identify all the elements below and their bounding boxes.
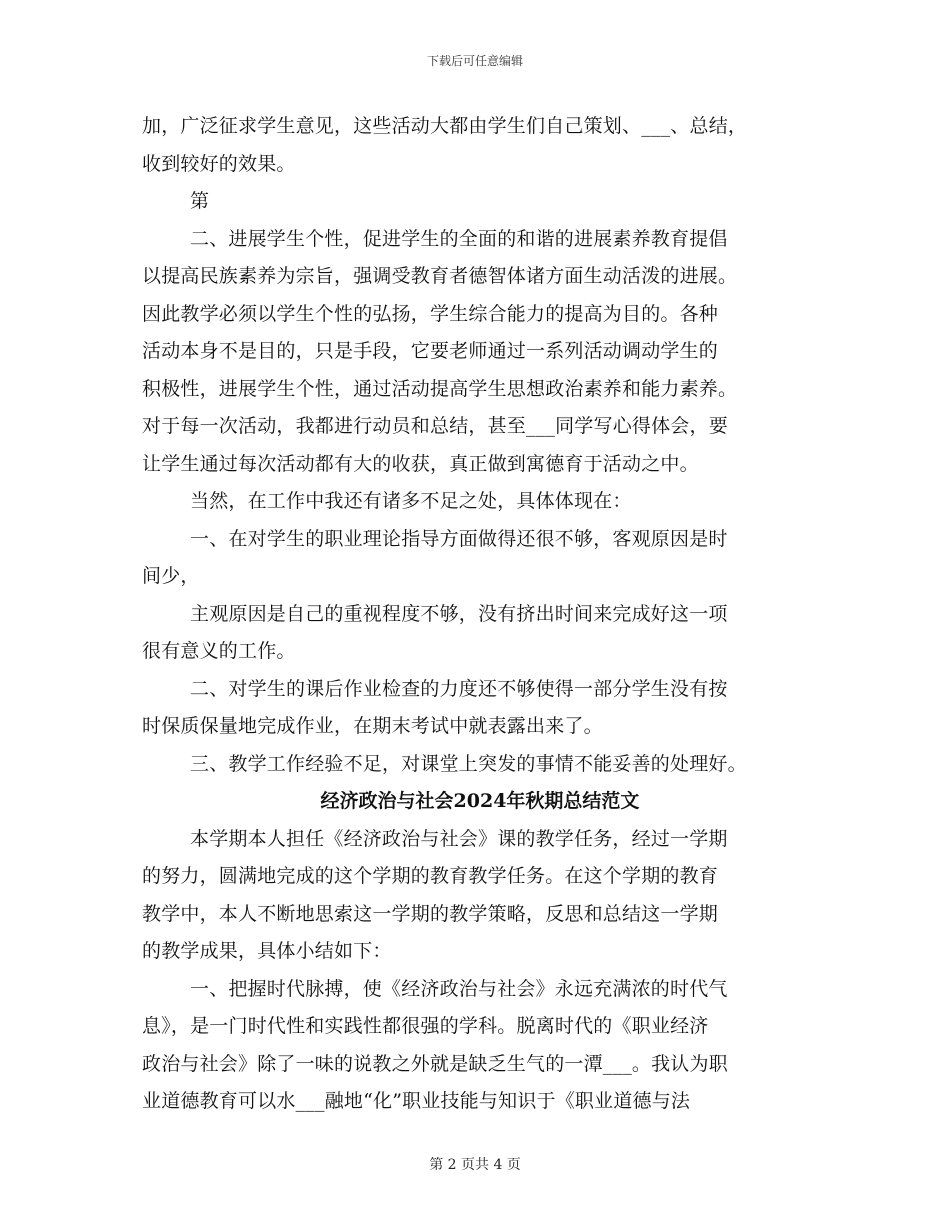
body-line: 政治与社会》除了一味的说教之外就是缺乏生气的一潭___。我认为职: [142, 1052, 728, 1075]
body-line: 三、教学工作经验不足，对课堂上突发的事情不能妥善的处理好。: [190, 752, 747, 775]
body-line: 很有意义的工作。: [142, 640, 296, 662]
body-line: 主观原因是自己的重视程度不够，没有挤出时间来完成好这一项: [190, 602, 728, 625]
body-line: 对于每一次活动，我都进行动员和总结，甚至___同学写心得体会，要: [142, 415, 728, 437]
body-line: 以提高民族素养为宗旨，强调受教育者德智体诸方面生动活泼的进展。: [142, 265, 738, 287]
body-line: 因此教学必须以学生个性的弘扬，学生综合能力的提高为目的。各种: [142, 302, 719, 325]
body-line: 一、把握时代脉搏，使《经济政治与社会》永远充满浓的时代气: [190, 977, 728, 1000]
body-line: 积极性，进展学生个性，通过活动提高学生思想政治素养和能力素养。: [142, 377, 738, 400]
body-line: 一、在对学生的职业理论指导方面做得还很不够，客观原因是时: [190, 527, 728, 550]
page-footer: 第 2 页共 4 页: [429, 1157, 521, 1173]
body-line: 间少，: [142, 565, 200, 587]
body-line: 业道德教育可以水___融地“化”职业技能与知识于《职业道德与法: [142, 1090, 691, 1112]
body-line: 教学中，本人不断地思索这一学期的教学策略，反思和总结这一学期: [142, 902, 719, 925]
document-body: [142, 108, 818, 1121]
body-line: 本学期本人担任《经济政治与社会》课的教学任务，经过一学期: [190, 827, 728, 850]
section-title: 经济政治与社会2024年秋期总结范文: [320, 790, 640, 812]
page-header: 下载后可任意编辑: [426, 54, 523, 68]
body-line: 二、进展学生个性，促进学生的全面的和谐的进展素养教育提倡: [190, 227, 728, 250]
body-line: 加，广泛征求学生意见，这些活动大都由学生们自己策划、___、总结，: [142, 115, 748, 137]
body-line: 息》，是一门时代性和实践性都很强的学科。脱离时代的《职业经济: [142, 1015, 709, 1037]
body-line: 第: [190, 190, 210, 212]
body-line: 时保质保量地完成作业，在期末考试中就表露出来了。: [142, 715, 603, 737]
body-line: 的努力，圆满地完成的这个学期的教育教学任务。在这个学期的教育: [142, 865, 719, 887]
body-line: 二、对学生的课后作业检查的力度还不够使得一部分学生没有按: [190, 677, 728, 700]
body-line: 当然，在工作中我还有诸多不足之处，具体体现在：: [190, 490, 632, 512]
body-line: 让学生通过每次活动都有大的收获，真正做到寓德育于活动之中。: [142, 452, 699, 475]
body-line: 收到较好的效果。: [142, 152, 296, 175]
body-line: 的教学成果，具体小结如下：: [142, 940, 392, 962]
body-line: 活动本身不是目的，只是手段，它要老师通过一系列活动调动学生的: [142, 340, 719, 362]
